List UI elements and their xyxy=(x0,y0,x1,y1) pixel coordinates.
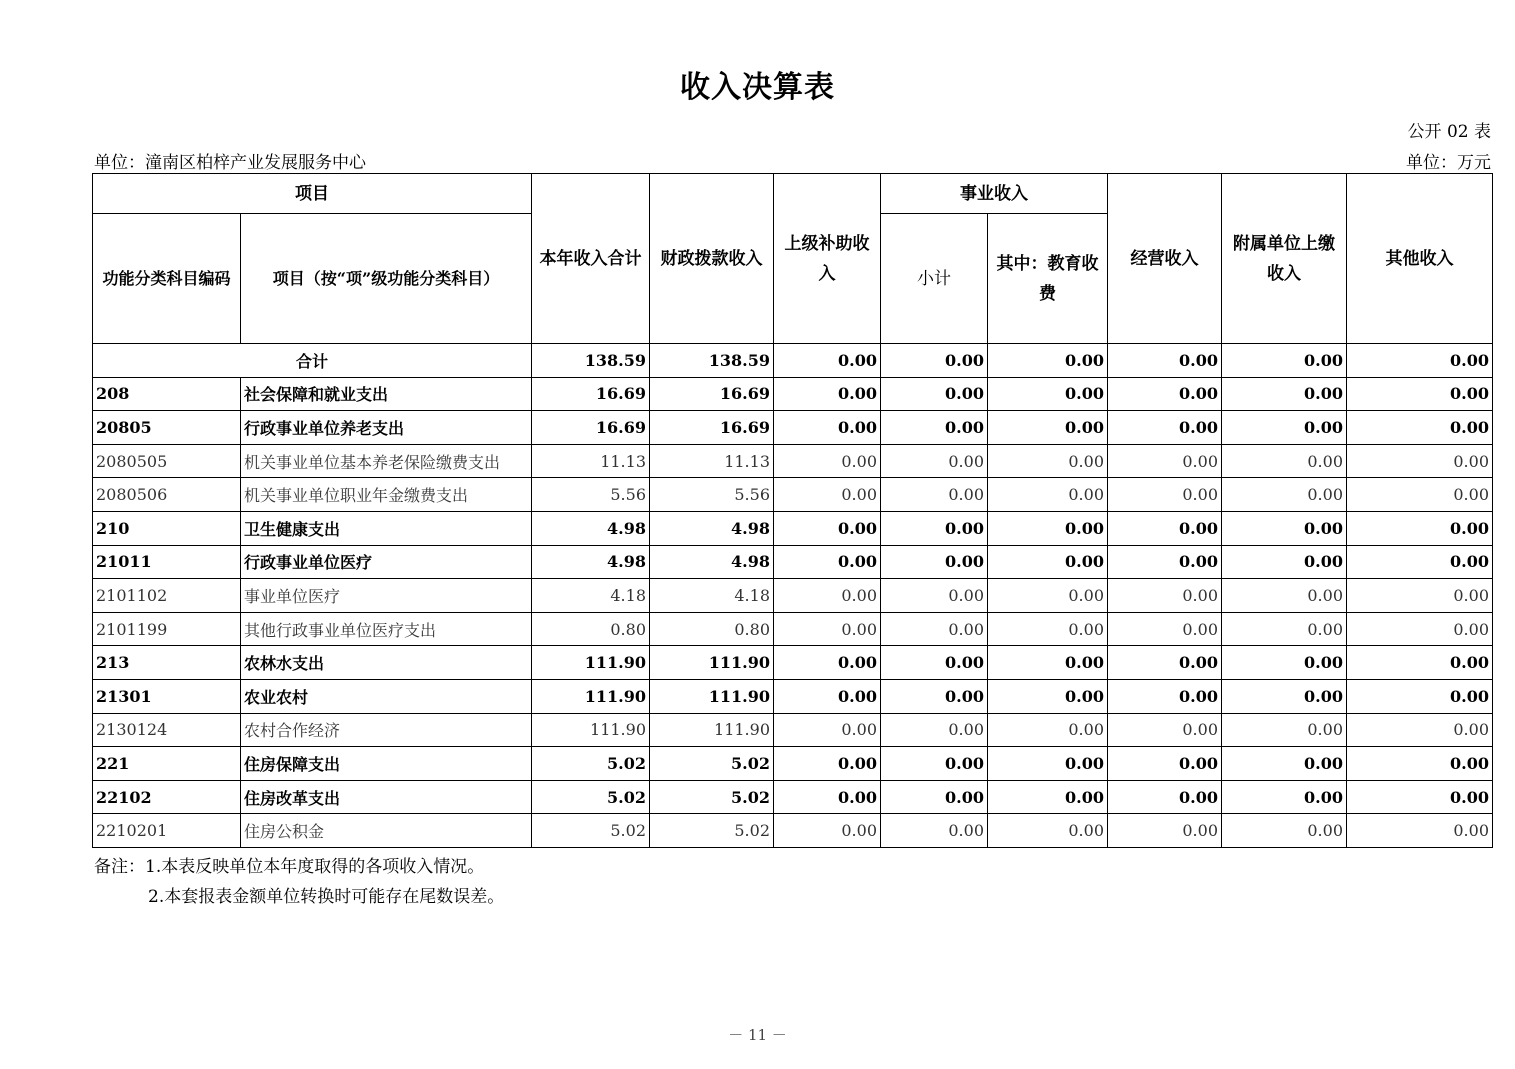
row-value: 4.98 xyxy=(650,511,774,545)
row-value: 0.00 xyxy=(1222,478,1347,512)
row-value: 0.00 xyxy=(1347,545,1493,579)
row-value: 0.00 xyxy=(988,612,1108,646)
row-value: 0.00 xyxy=(988,747,1108,781)
row-value: 0.00 xyxy=(1347,444,1493,478)
row-value: 0.00 xyxy=(1222,780,1347,814)
row-value: 0.00 xyxy=(1347,411,1493,445)
total-value: 0.00 xyxy=(988,344,1108,378)
row-code: 20805 xyxy=(93,411,241,445)
table-row xyxy=(93,545,1493,579)
row-value: 111.90 xyxy=(532,713,650,747)
row-value: 0.00 xyxy=(1222,612,1347,646)
row-value: 0.00 xyxy=(774,814,881,848)
row-value: 16.69 xyxy=(532,377,650,411)
row-name: 机关事业单位职业年金缴费支出 xyxy=(241,478,532,512)
row-value: 0.00 xyxy=(774,679,881,713)
row-value: 0.00 xyxy=(1347,679,1493,713)
header-superior: 上级补助收入 xyxy=(774,174,881,344)
row-value: 0.00 xyxy=(881,545,988,579)
row-code: 221 xyxy=(93,747,241,781)
organization-unit: 单位：潼南区柏梓产业发展服务中心 xyxy=(94,153,366,173)
row-value: 0.00 xyxy=(1347,377,1493,411)
page-title: 收入决算表 xyxy=(680,70,835,105)
row-value: 0.00 xyxy=(881,646,988,680)
note-2: 2.本套报表金额单位转换时可能存在尾数误差。 xyxy=(148,887,505,907)
row-code: 213 xyxy=(93,646,241,680)
row-value: 0.00 xyxy=(881,612,988,646)
header-total: 本年收入合计 xyxy=(532,174,650,344)
row-value: 0.00 xyxy=(881,444,988,478)
row-value: 0.00 xyxy=(881,713,988,747)
header-other: 其他收入 xyxy=(1347,174,1493,344)
total-value: 138.59 xyxy=(532,344,650,378)
row-name: 卫生健康支出 xyxy=(241,511,532,545)
row-value: 0.00 xyxy=(774,444,881,478)
row-value: 0.00 xyxy=(988,545,1108,579)
table-row xyxy=(93,377,1493,411)
row-code: 22102 xyxy=(93,780,241,814)
row-code: 2080505 xyxy=(93,444,241,478)
row-value: 0.00 xyxy=(1222,679,1347,713)
row-code: 21011 xyxy=(93,545,241,579)
row-value: 0.00 xyxy=(1108,377,1222,411)
row-name: 农业农村 xyxy=(241,679,532,713)
row-value: 5.02 xyxy=(532,747,650,781)
row-code: 21301 xyxy=(93,679,241,713)
row-value: 0.00 xyxy=(774,579,881,613)
table-row xyxy=(93,411,1493,445)
row-value: 4.98 xyxy=(532,545,650,579)
row-code: 2101102 xyxy=(93,579,241,613)
row-value: 0.00 xyxy=(774,545,881,579)
row-value: 0.00 xyxy=(1347,478,1493,512)
row-name: 行政事业单位养老支出 xyxy=(241,411,532,445)
row-value: 0.00 xyxy=(1347,612,1493,646)
row-value: 5.56 xyxy=(532,478,650,512)
row-value: 0.00 xyxy=(1347,780,1493,814)
row-value: 0.00 xyxy=(1222,747,1347,781)
row-value: 0.00 xyxy=(774,478,881,512)
row-value: 0.00 xyxy=(1108,679,1222,713)
row-value: 0.00 xyxy=(1222,377,1347,411)
row-value: 0.00 xyxy=(1347,713,1493,747)
row-value: 0.80 xyxy=(650,612,774,646)
row-value: 0.00 xyxy=(1222,444,1347,478)
row-value: 0.00 xyxy=(988,377,1108,411)
note-1: 备注：1.本表反映单位本年度取得的各项收入情况。 xyxy=(94,857,485,877)
header-affiliated: 附属单位上缴收入 xyxy=(1222,174,1347,344)
row-value: 11.13 xyxy=(650,444,774,478)
row-value: 111.90 xyxy=(532,679,650,713)
table-row xyxy=(93,780,1493,814)
row-value: 16.69 xyxy=(650,411,774,445)
row-value: 0.00 xyxy=(988,411,1108,445)
row-value: 5.02 xyxy=(650,780,774,814)
row-value: 0.00 xyxy=(774,747,881,781)
table-row xyxy=(93,679,1493,713)
row-value: 0.80 xyxy=(532,612,650,646)
row-value: 0.00 xyxy=(1347,511,1493,545)
row-value: 0.00 xyxy=(1108,612,1222,646)
table-row xyxy=(93,713,1493,747)
row-value: 0.00 xyxy=(1222,411,1347,445)
row-value: 111.90 xyxy=(532,646,650,680)
row-value: 0.00 xyxy=(774,411,881,445)
row-value: 5.56 xyxy=(650,478,774,512)
row-code: 2210201 xyxy=(93,814,241,848)
row-value: 111.90 xyxy=(650,713,774,747)
table-body xyxy=(93,344,1493,848)
row-value: 0.00 xyxy=(1222,646,1347,680)
total-value: 138.59 xyxy=(650,344,774,378)
total-row xyxy=(93,344,1493,378)
row-code: 2101199 xyxy=(93,612,241,646)
row-value: 0.00 xyxy=(988,478,1108,512)
row-value: 0.00 xyxy=(1347,814,1493,848)
table-row xyxy=(93,646,1493,680)
notes xyxy=(94,852,504,912)
row-value: 0.00 xyxy=(1108,780,1222,814)
form-number: 公开 02 表 xyxy=(1407,122,1491,142)
page-number: － 11 － xyxy=(728,1026,787,1044)
row-value: 0.00 xyxy=(1108,747,1222,781)
row-value: 0.00 xyxy=(881,814,988,848)
table-row xyxy=(93,511,1493,545)
total-value: 0.00 xyxy=(1347,344,1493,378)
row-value: 0.00 xyxy=(881,411,988,445)
header-project: 项目 xyxy=(93,174,532,214)
row-value: 16.69 xyxy=(650,377,774,411)
row-value: 0.00 xyxy=(988,444,1108,478)
row-value: 0.00 xyxy=(1108,545,1222,579)
row-value: 11.13 xyxy=(532,444,650,478)
row-name: 社会保障和就业支出 xyxy=(241,377,532,411)
row-code: 208 xyxy=(93,377,241,411)
row-value: 0.00 xyxy=(988,646,1108,680)
row-value: 0.00 xyxy=(988,579,1108,613)
table-row xyxy=(93,478,1493,512)
row-value: 5.02 xyxy=(650,814,774,848)
row-value: 0.00 xyxy=(881,511,988,545)
row-value: 0.00 xyxy=(988,780,1108,814)
row-value: 111.90 xyxy=(650,646,774,680)
row-value: 0.00 xyxy=(1222,713,1347,747)
row-value: 0.00 xyxy=(1108,444,1222,478)
header-subtotal: 小计 xyxy=(881,214,988,344)
row-name: 住房保障支出 xyxy=(241,747,532,781)
income-report-table xyxy=(92,173,1493,848)
row-name: 机关事业单位基本养老保险缴费支出 xyxy=(241,444,532,478)
row-value: 4.98 xyxy=(532,511,650,545)
row-value: 4.18 xyxy=(532,579,650,613)
table-row xyxy=(93,444,1493,478)
row-value: 0.00 xyxy=(881,377,988,411)
table-row xyxy=(93,814,1493,848)
row-value: 0.00 xyxy=(1347,646,1493,680)
header-code: 功能分类科目编码 xyxy=(93,214,241,344)
row-value: 0.00 xyxy=(881,579,988,613)
total-value: 0.00 xyxy=(1222,344,1347,378)
money-unit: 单位：万元 xyxy=(1406,153,1491,173)
row-name: 农林水支出 xyxy=(241,646,532,680)
row-value: 0.00 xyxy=(1108,646,1222,680)
row-code: 2080506 xyxy=(93,478,241,512)
row-name: 事业单位医疗 xyxy=(241,579,532,613)
table-row xyxy=(93,747,1493,781)
row-value: 0.00 xyxy=(1108,713,1222,747)
row-value: 0.00 xyxy=(1222,511,1347,545)
header-business: 事业收入 xyxy=(881,174,1108,214)
header-edu: 其中：教育收费 xyxy=(988,214,1108,344)
row-value: 0.00 xyxy=(1222,579,1347,613)
row-value: 0.00 xyxy=(1347,747,1493,781)
header-name: 项目（按“项”级功能分类科目） xyxy=(241,214,532,344)
total-label: 合计 xyxy=(93,344,532,378)
row-value: 0.00 xyxy=(774,377,881,411)
row-value: 0.00 xyxy=(881,747,988,781)
row-code: 2130124 xyxy=(93,713,241,747)
row-value: 0.00 xyxy=(1108,814,1222,848)
total-value: 0.00 xyxy=(881,344,988,378)
row-value: 0.00 xyxy=(774,713,881,747)
table-row xyxy=(93,612,1493,646)
row-value: 0.00 xyxy=(988,679,1108,713)
row-value: 5.02 xyxy=(650,747,774,781)
total-value: 0.00 xyxy=(1108,344,1222,378)
row-value: 16.69 xyxy=(532,411,650,445)
row-value: 5.02 xyxy=(532,780,650,814)
row-name: 住房公积金 xyxy=(241,814,532,848)
row-value: 0.00 xyxy=(774,612,881,646)
row-value: 0.00 xyxy=(988,511,1108,545)
row-code: 210 xyxy=(93,511,241,545)
row-value: 0.00 xyxy=(1222,814,1347,848)
row-value: 0.00 xyxy=(1347,579,1493,613)
row-name: 住房改革支出 xyxy=(241,780,532,814)
row-name: 行政事业单位医疗 xyxy=(241,545,532,579)
row-value: 0.00 xyxy=(988,713,1108,747)
table-header xyxy=(93,174,1493,344)
row-value: 0.00 xyxy=(774,511,881,545)
row-value: 0.00 xyxy=(1108,478,1222,512)
row-value: 0.00 xyxy=(1108,411,1222,445)
row-name: 农村合作经济 xyxy=(241,713,532,747)
row-value: 0.00 xyxy=(881,780,988,814)
row-value: 0.00 xyxy=(1222,545,1347,579)
row-value: 0.00 xyxy=(988,814,1108,848)
table-row xyxy=(93,579,1493,613)
header-operating: 经营收入 xyxy=(1108,174,1222,344)
row-value: 111.90 xyxy=(650,679,774,713)
row-name: 其他行政事业单位医疗支出 xyxy=(241,612,532,646)
row-value: 0.00 xyxy=(1108,579,1222,613)
row-value: 4.18 xyxy=(650,579,774,613)
row-value: 0.00 xyxy=(881,679,988,713)
row-value: 0.00 xyxy=(881,478,988,512)
header-fiscal: 财政拨款收入 xyxy=(650,174,774,344)
row-value: 0.00 xyxy=(1108,511,1222,545)
row-value: 0.00 xyxy=(774,646,881,680)
row-value: 0.00 xyxy=(774,780,881,814)
row-value: 5.02 xyxy=(532,814,650,848)
total-value: 0.00 xyxy=(774,344,881,378)
row-value: 4.98 xyxy=(650,545,774,579)
